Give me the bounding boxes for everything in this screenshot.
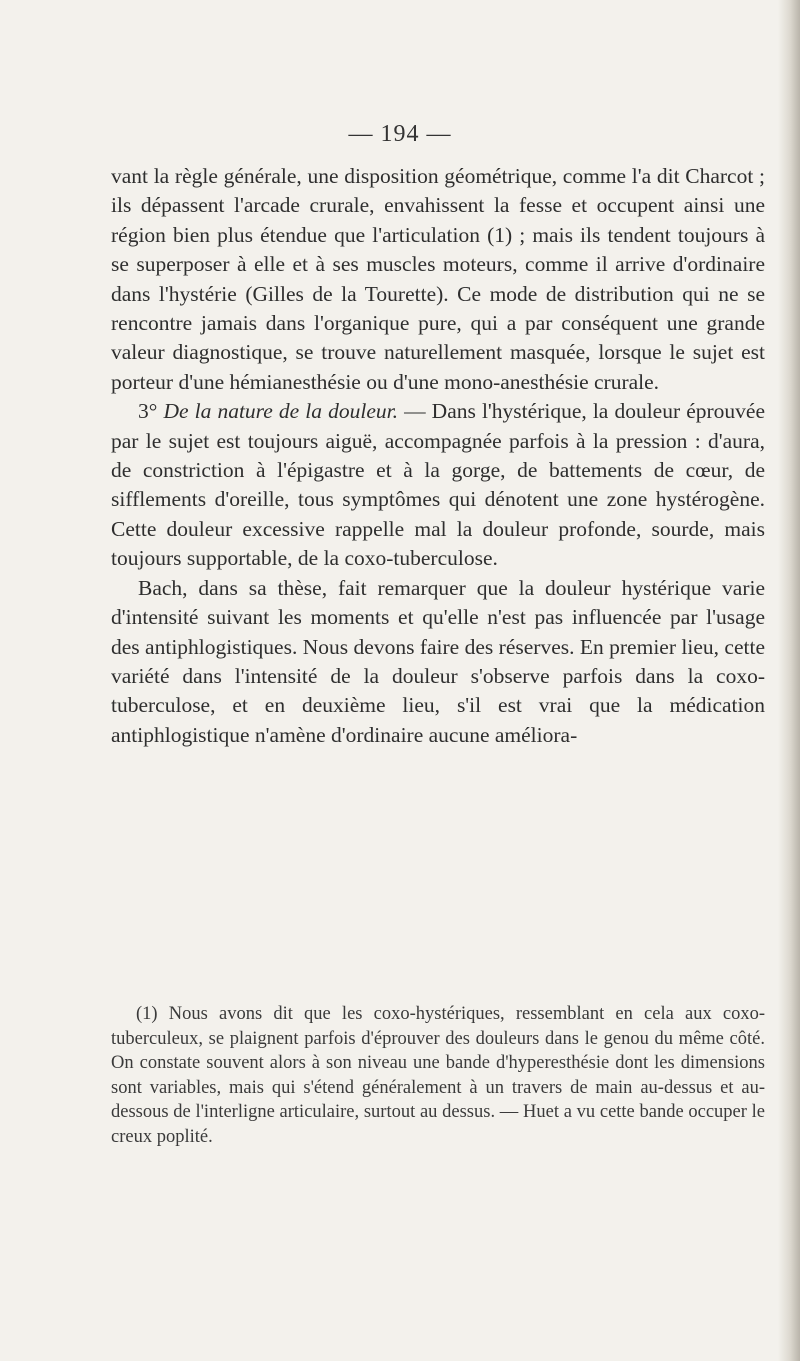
main-text <box>111 162 765 750</box>
paragraph-continuation: vant la règle générale, une disposition géométrique, comme l'a dit Charcot ; ils dépassent l'arcade crurale, envahissent la fesse et occupent ainsi une région bien plus étendue que l'articulation (1) ; mais ils tendent toujours à se superposer à elle et à ses muscles moteurs, comme il arrive d'ordinaire dans l'hystérie (Gilles de la Tourette). Ce mode de distribution qui ne se rencontre jamais dans l'organique pure, qui a par conséquent une grande valeur diagnostique, se trouve naturellement masquée, lorsque le sujet est porteur d'une hémianesthésie ou d'une mono-anesthésie crurale. <box>111 164 765 394</box>
paragraph-nature-douleur <box>111 397 765 573</box>
section-title: De la nature de la douleur. <box>163 399 398 424</box>
paragraph-bach: Bach, dans sa thèse, fait remarquer que la douleur hystérique varie d'intensité suivant les moments et qu'elle n'est pas influencée par l'usage des antiphlogistiques. Nous devons faire des réserves. En premier lieu, cette variété dans l'intensité de la douleur s'observe parfois dans la coxo-tuberculose, et en deuxième lieu, s'il est vrai que la médication antiphlogistique n'amène d'ordinaire aucune améliora- <box>111 575 765 747</box>
section-text: — Dans l'hystérique, la douleur éprouvée par le sujet est toujours aiguë, accompagnée parfois à la pression : d'aura, de constriction à l'épigastre et à la gorge, de battements de cœur, de sifflements d'oreille, tous symptômes qui dénotent une zone hystérogène. Cette douleur excessive rappelle mal la douleur profonde, sourde, mais toujours supportable, de la coxo-tuberculose. <box>111 399 766 571</box>
page-number: — 194 — <box>348 121 452 147</box>
footnote: (1) Nous avons dit que les coxo-hystériques, ressemblant en cela aux coxo-tuberculeux, se plaignent parfois d'éprouver des douleurs dans le genou du même côté. On constate souvent alors à son niveau une bande d'hyperesthésie dont les dimensions sont variables, mais qui s'étend généralement à un travers de main au-dessus et au-dessous de l'interligne articulaire, surtout au dessus. — Huet a vu cette bande occuper le creux poplité. <box>111 1004 765 1147</box>
section-number: 3° <box>138 399 158 424</box>
page-edge-shadow <box>778 0 800 1361</box>
